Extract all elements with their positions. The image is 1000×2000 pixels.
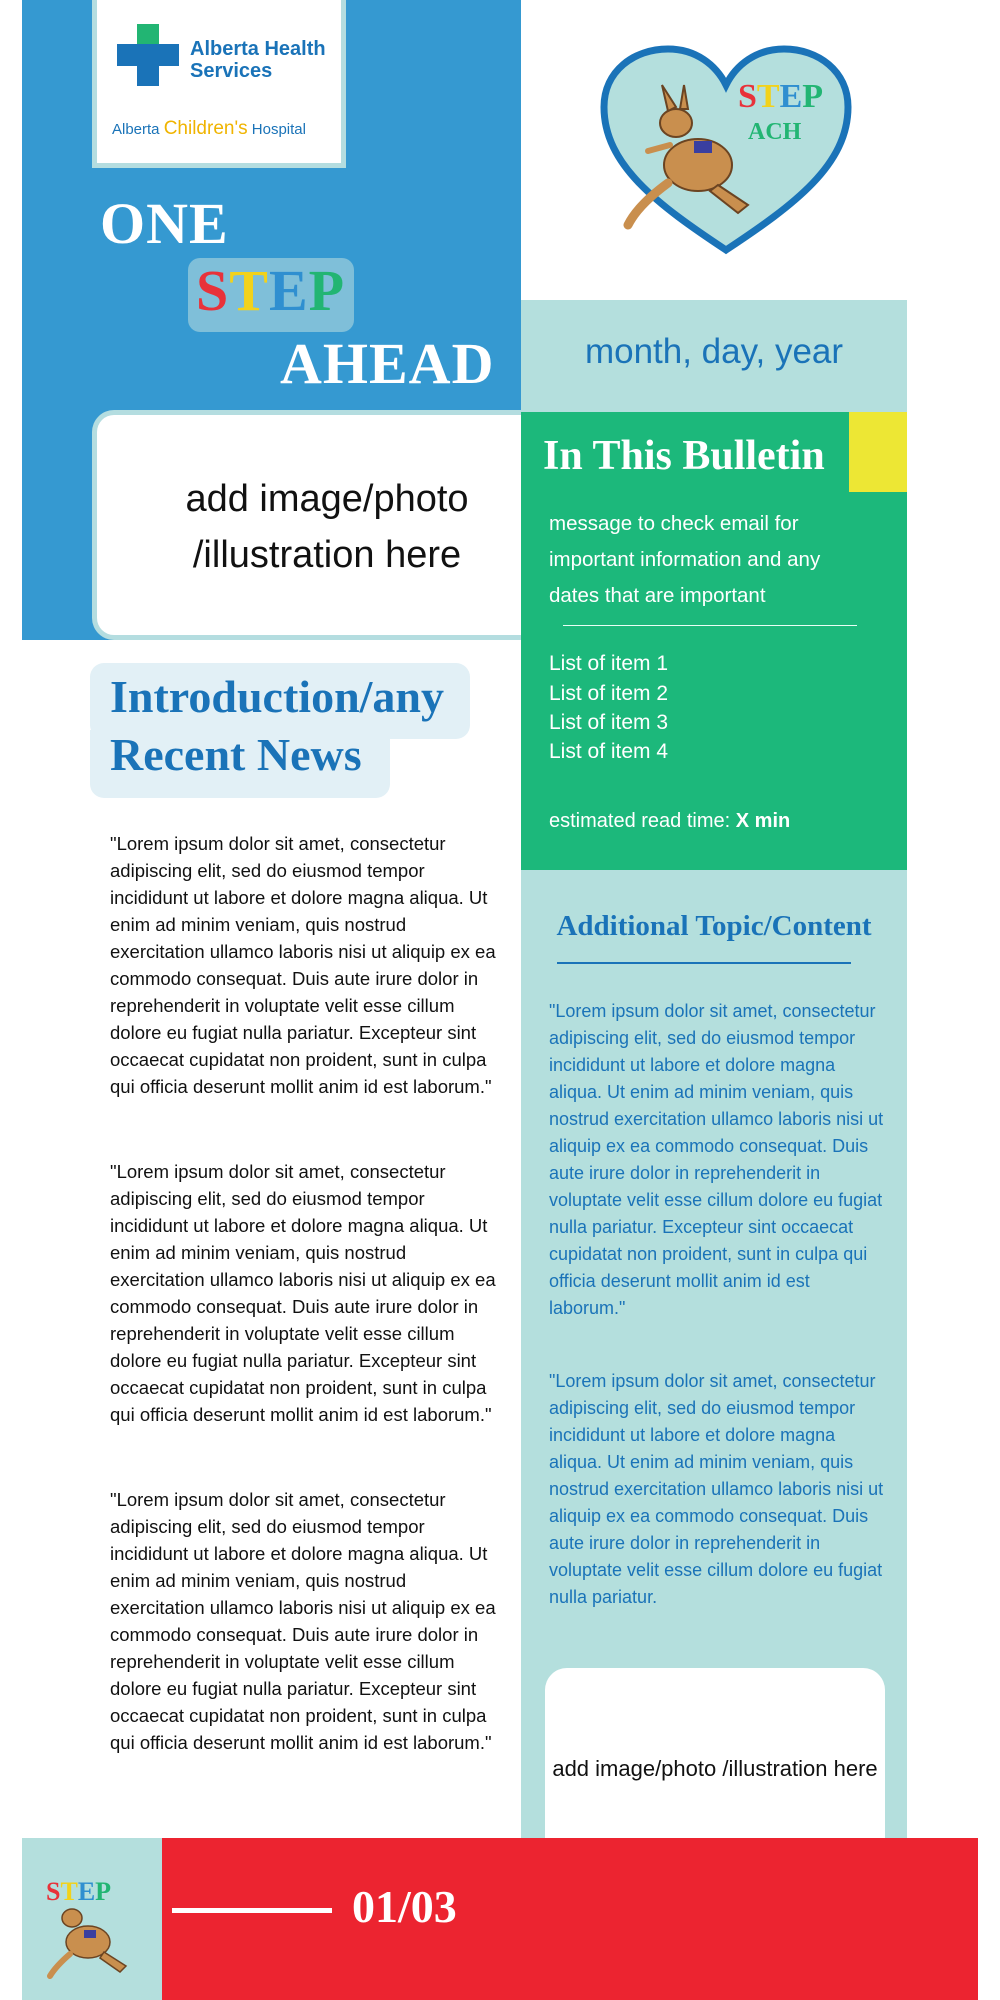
step-letter: S [196,258,230,323]
read-time-value: X min [735,810,791,832]
masthead-step [196,257,345,324]
ach-kids: Children's [163,118,248,139]
bulletin-list-item: List of item 4 [549,740,669,763]
ahs-logo-text: Alberta Health Services [190,38,326,82]
ach-prefix: Alberta [112,121,160,138]
side-image-text: add image/photo /illustration here [552,1756,878,1781]
heart-ach-text: ACH [748,119,802,145]
step-letter: T [229,258,269,323]
additional-paragraph: "Lorem ipsum dolor sit amet, consectetur adipiscing elit, sed do eiusmod tempor incididunt ut labore et dolore magna aliqua. Ut enim ad minim veniam, quis nostrud exercitation ullamco laboris nisi ut aliquip ex ea commodo consequat. Duis aute irure dolor in reprehenderit in voluptate velit esse cillum dolore eu fugiat nulla pariatur. Excepteur sint occaecat cupidatat non proident, sunt in culpa qui officia deserunt mollit anim id est laborum." [549,1001,884,1318]
page-number: 01/03 [352,1881,457,1932]
additional-paragraph: "Lorem ipsum dolor sit amet, consectetur adipiscing elit, sed do eiusmod tempor incididunt ut labore et dolore magna aliqua. Ut enim ad minim veniam, quis nostrud exercitation ullamco laboris nisi ut aliquip ex ea commodo consequat. Duis aute irure dolor in reprehenderit in voluptate velit esse cillum dolore eu fugiat nulla pariatur. [549,1371,884,1607]
step-letter: P [308,258,346,323]
additional-content-panel [521,870,907,1935]
ach-logo-text [112,118,342,140]
hero-image-text: add image/photo /illustration here [185,478,469,576]
footer-step-text: STEP [46,1877,112,1906]
ahs-cross-icon [117,24,179,86]
step-ach-heart-logo [598,45,854,255]
masthead-ahead: AHEAD [280,331,495,396]
intro-paragraph: "Lorem ipsum dolor sit amet, consectetur adipiscing elit, sed do eiusmod tempor incididunt ut labore et dolore magna aliqua. Ut enim ad minim veniam, quis nostrud exercitation ullamco laboris nisi ut aliquip ex ea commodo consequat. Duis aute irure dolor in reprehenderit in voluptate velit esse cillum dolore eu fugiat nulla pariatur. Excepteur sint occaecat cupidatat non proident, sunt in culpa qui officia deserunt mollit anim id est laborum." [110,1489,496,1753]
intro-paragraph: "Lorem ipsum dolor sit amet, consectetur adipiscing elit, sed do eiusmod tempor incididunt ut labore et dolore magna aliqua. Ut enim ad minim veniam, quis nostrud exercitation ullamco laboris nisi ut aliquip ex ea commodo consequat. Duis aute irure dolor in reprehenderit in voluptate velit esse cillum dolore eu fugiat nulla pariatur. Excepteur sint occaecat cupidatat non proident, sunt in culpa qui officia deserunt mollit anim id est laborum." [110,833,496,1097]
footer-rule [172,1908,332,1913]
intro-title: Introduction/any Recent News [110,671,445,780]
bulletin-panel [521,412,907,870]
step-letter: E [268,258,309,323]
read-time-label: estimated read time: [549,810,731,832]
masthead-one: ONE [100,191,229,256]
hero-image-placeholder [92,410,532,640]
footer-band [162,1838,978,2000]
ahs-logo [92,0,346,168]
date-band [521,300,907,412]
bulletin-list-item: List of item 3 [549,711,669,734]
issue-date: month, day, year [584,332,844,371]
ach-suffix: Hospital [251,121,306,138]
bulletin-list-item: List of item 2 [549,682,669,705]
additional-divider [557,962,851,964]
bulletin-title: In This Bulletin [543,433,825,479]
bulletin-divider [563,625,857,626]
heart-step-text: STEP [738,78,824,115]
footer-step-logo [40,1870,140,1980]
intro-paragraph: "Lorem ipsum dolor sit amet, consectetur adipiscing elit, sed do eiusmod tempor incididunt ut labore et dolore magna aliqua. Ut enim ad minim veniam, quis nostrud exercitation ullamco laboris nisi ut aliquip ex ea commodo consequat. Duis aute irure dolor in reprehenderit in voluptate velit esse cillum dolore eu fugiat nulla pariatur. Excepteur sint occaecat cupidatat non proident, sunt in culpa qui officia deserunt mollit anim id est laborum." [110,1161,496,1425]
kangaroo-icon [50,1909,126,1976]
bulletin-list-item: List of item 1 [549,652,669,675]
read-time [549,810,790,833]
bulletin-accent [849,412,907,492]
additional-title: Additional Topic/Content [556,910,872,942]
bulletin-message: message to check email for important information and any dates that are important [549,512,821,607]
